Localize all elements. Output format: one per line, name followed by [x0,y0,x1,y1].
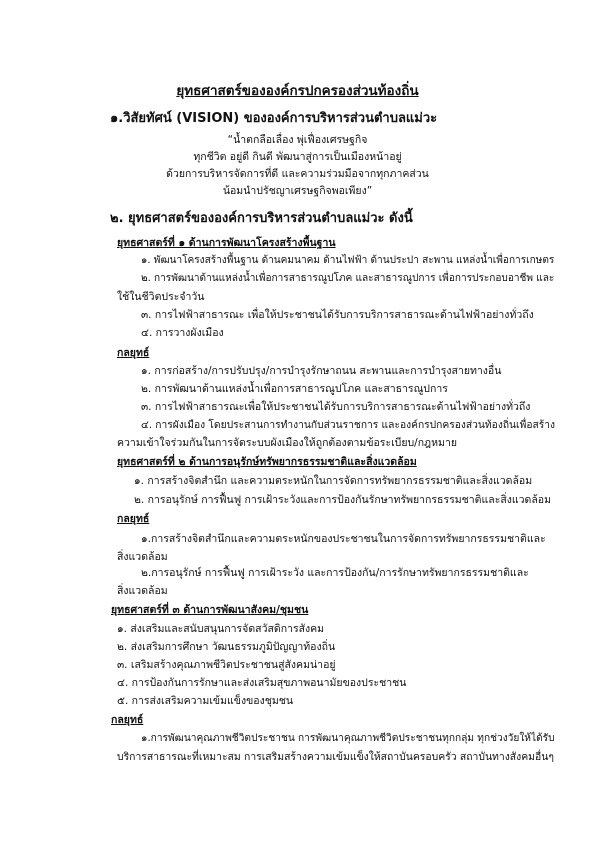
strategy-2-tactic: ๒.การอนุรักษ์ การฟื้นฟู การเฝ้าระวัง และการป้องกัน/การรักษาทรัพยากรธรรมชาติและ [141,567,529,579]
strategy-2-item: ๑. การสร้างจิตสำนึก และความตระหนักในการจัดการทรัพยากรธรรมชาติและสิ่งแวดล้อม [134,475,533,487]
strategy-3-tactic: บริการสาธารณะที่เหมาะสม การเสริมสร้างความเข้มแข็งให้สถาบันครอบครัว สถาบันทางสังคมอื่นๆ [117,751,554,763]
strategy-3-tactic: ๑.การพัฒนาคุณภาพชีวิตประชาชน การพัฒนาคุณภาพชีวิตประชาชนทุกกลุ่ม ทุกช่วงวัยให้ได้รับ [141,733,555,744]
strategy-1-tactic: ๓. การไฟฟ้าสาธารณะเพื่อให้ประชาชนได้รับการบริการสาธารณะด้านไฟฟ้าอย่างทั่วถึง [141,401,531,413]
strategy-3-item: ๑. ส่งเสริมและสนับสนุนการจัดสวัสดิการสังคม [117,623,325,635]
strategy-1-tactic: ๒. การพัฒนาด้านแหล่งน้ำเพื่อการสาธารณูปโภค และสาธารณูปการ [141,383,448,395]
strategy-1-tactics-label: กลยุทธ์ [117,347,150,359]
strategy-1-item: ๒. การพัฒนาด้านแหล่งน้ำเพื่อการสาธารณูปโภค และสาธารณูปการ เพื่อการประกอบอาชีพ และ [141,273,555,284]
strategy-1-item: ๓. การไฟฟ้าสาธารณะ เพื่อให้ประชาชนได้รับการบริการสาธารณะด้านไฟฟ้าอย่างทั่วถึง [141,309,534,321]
strategy-2-tactics-label: กลยุทธ์ [117,513,150,525]
section-1-heading: ๑.วิสัยทัศน์ (VISION) ขององค์การบริหารส่วนตำบลแม่วะ [110,111,438,126]
strategy-3-item: ๒. ส่งเสริมการศึกษา วัฒนธรรมภูมิปัญญาท้องถิ่น [117,641,336,653]
strategy-2-item: ๒. การอนุรักษ์ การฟื้นฟู การเฝ้าระวังและการป้องกันรักษาทรัพยากรธรรมชาติและสิ่งแวดล้อม [134,494,552,506]
strategy-2-tactic: สิ่งแวดล้อม [117,551,168,563]
strategy-1-item: ใช้ในชีวิตประจำวัน [117,291,205,303]
strategy-1-item: ๔. การวางผังเมือง [141,327,224,339]
strategy-1-tactic: ๔. การผังเมือง โดยประสานการทำงานกับส่วนราชการ และองค์กรปกครองส่วนท้องถิ่นเพื่อสร้าง [141,419,555,431]
section-2-heading: ๒. ยุทธศาสตร์ขององค์การบริหารส่วนตำบลแม่วะ ดังนี้ [110,211,413,226]
strategy-3-item: ๓. เสริมสร้างคุณภาพชีวิตประชาชนสู่สังคมน่าอยู่ [117,659,336,671]
strategy-3-item: ๔. การป้องกันการรักษาและส่งเสริมสุขภาพอนามัยของประชาชน [117,677,407,689]
vision-line: ทุกชีวิต อยู่ดี กินดี พัฒนาสู่การเป็นเมืองหน้าอยู่ [193,151,402,163]
strategy-3-tactics-label: กลยุทธ์ [111,714,144,726]
page-title: ยุทธศาสตร์ขององค์กรปกครองส่วนท้องถิ่น [176,83,419,99]
strategy-3-title: ยุทธศาสตร์ที่ ๓ ด้านการพัฒนาสังคม/ชุมชน [111,604,309,616]
vision-line: ด้วยการบริหารจัดการที่ดี และความร่วมมือจากทุกภาคส่วน [166,168,429,180]
strategy-3-item: ๕. การส่งเสริมความเข้มแข็งของชุมชน [117,695,294,707]
strategy-1-tactic: ๑. การก่อสร้าง/การปรับปรุง/การบำรุงรักษาถนน สะพานและการบำรุงสายทางอื่น [141,365,502,377]
vision-line: “น้ำตกลือเลื่อง พุ่เฟื่องเศรษฐกิจ [227,134,368,146]
strategy-2-title: ยุทธศาสตร์ที่ ๒ ด้านการอนุรักษ์ทรัพยากรธรรมชาติและสิ่งแวดล้อม [117,456,417,468]
strategy-2-tactic: สิ่งแวดล้อม [117,585,168,597]
strategy-2-tactic: ๑.การสร้างจิตสำนึกและความตระหนักของประชาชนในการจัดการทรัพยากรธรรมชาติและ [141,533,546,545]
vision-line: น้อมนำปรัชญาเศรษฐกิจพอเพียง” [222,185,373,197]
strategy-1-title: ยุทธศาสตร์ที่ ๑ ด้านการพัฒนาโครงสร้างพื้นฐาน [117,237,336,249]
strategy-1-tactic: ความเข้าใจร่วมกันในการจัดระบบผังเมืองให้ถูกต้องตามข้อระเบียบ/กฎหมาย [117,437,457,449]
strategy-1-item: ๑. พัฒนาโครงสร้างพื้นฐาน ด้านคมนาคม ด้านไฟฟ้า ด้านประปา สะพาน แหล่งน้ำเพื่อการเกษตร [141,255,555,266]
